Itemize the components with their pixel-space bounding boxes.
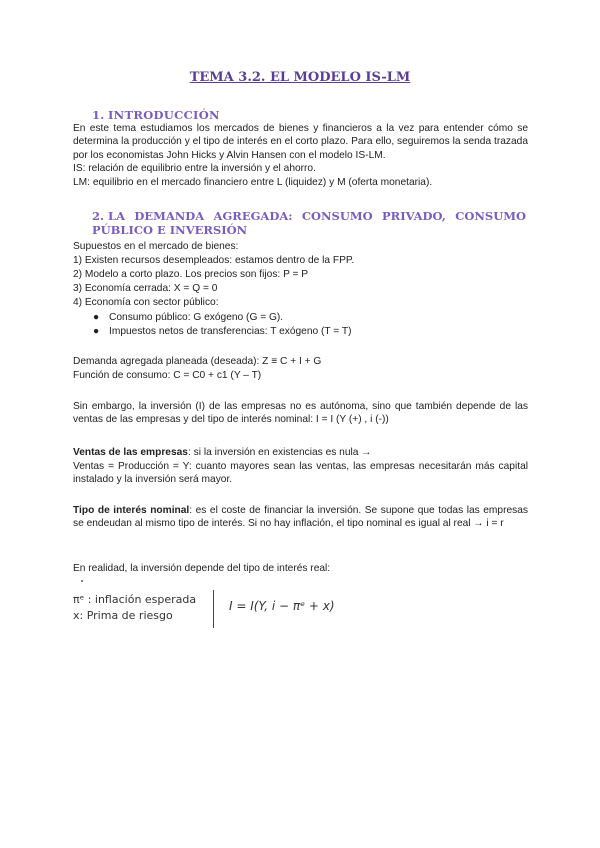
risk-premium-def: x: Prima de riesgo xyxy=(73,609,173,622)
interest-rate-label: Tipo de interés nominal xyxy=(73,505,190,516)
intro-paragraph: En este tema estudiamos los mercados de bienes y financieros a la vez para entender cómo se determina la producción y el tipo de interés en el corto plazo. Para ello, seguiremos la senda trazada por los economistas John Hicks y Alvin Hansen con el modelo IS-LM. xyxy=(73,123,528,161)
assumption-2: 2) Modelo a corto plazo. Los precios son fijos: P = P xyxy=(73,269,309,280)
investment-formula xyxy=(73,592,363,628)
assumption-3: 3) Economía cerrada: X = Q = 0 xyxy=(73,283,218,294)
bullet-taxes: ● Impuestos netos de transferencias: T exógeno (T = T) xyxy=(93,326,352,337)
is-definition: IS: relación de equilibrio entre la inversión y el ahorro. xyxy=(73,163,316,174)
page-title: TEMA 3.2. EL MODELO IS-LM xyxy=(189,70,411,85)
bullet-icon: ● xyxy=(93,326,100,337)
bullet-icon: ● xyxy=(93,312,100,323)
expected-inflation-def: πᵉ : inflación esperada xyxy=(73,593,197,606)
investment-equation: I = I(Y, i − πᵉ + x) xyxy=(229,599,335,613)
section-2-heading: 2. LA DEMANDA AGREGADA: CONSUMO PRIVADO, CONSUMO PÚBLICO E INVERSIÓN xyxy=(92,209,526,237)
sales-paragraph: Ventas de las empresas: si la inversión en existencias es nula → xyxy=(73,447,372,458)
investment-paragraph: Sin embargo, la inversión (I) de las empresas no es autónoma, sino que también depende de las ventas de las empresas y del tipo de interés nominal: I = I (Y (+) , i (-)) xyxy=(73,401,528,426)
formula-definitions xyxy=(73,592,196,624)
section-1-heading: 1. INTRODUCCIÓN xyxy=(92,108,220,122)
reality-text: En realidad, la inversión depende del tipo de interés real: xyxy=(73,563,331,574)
bullet-public-consumption: ● Consumo público: G exógeno (G = G). xyxy=(93,312,284,323)
lm-definition: LM: equilibrio en el mercado financiero entre L (liquidez) y M (oferta monetaria). xyxy=(73,177,433,188)
stray-dot xyxy=(81,580,83,582)
assumptions-intro: Supuestos en el mercado de bienes: xyxy=(73,241,239,252)
consumption-function: Función de consumo: C = C0 + c1 (Y – T) xyxy=(73,370,262,381)
interest-rate-paragraph: Tipo de interés nominal: es el coste de financiar la inversión. Se supone que todas las empresas se endeudan al mismo tipo de interés. Si no hay inflación, el tipo nominal es igual al real → i = r xyxy=(73,505,528,530)
sales-explanation: Ventas = Producción = Y: cuanto mayores sean las ventas, las empresas necesitarán más capital instalado y la inversión será mayor. xyxy=(73,461,528,486)
assumption-4: 4) Economía con sector público: xyxy=(73,297,219,308)
formula-brace xyxy=(213,590,219,628)
assumption-1: 1) Existen recursos desempleados: estamos dentro de la FPP. xyxy=(73,255,355,266)
demand-equation: Demanda agregada planeada (deseada): Z ≡ C + I + G xyxy=(73,356,322,367)
sales-label: Ventas de las empresas xyxy=(73,447,188,458)
